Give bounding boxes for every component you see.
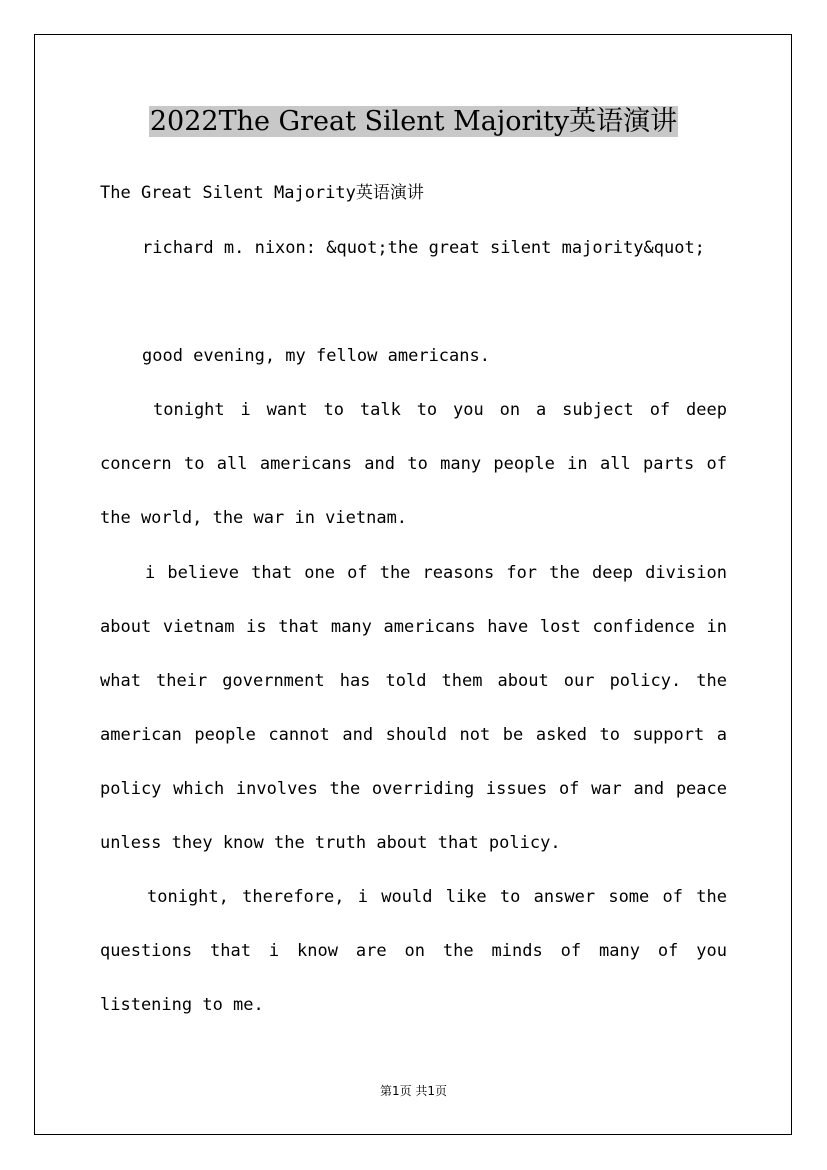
- paragraph-greeting: good evening, my fellow americans.: [142, 346, 490, 366]
- paragraph-division: i believe that one of the reasons for the deep division about vietnam is that many americans have lost confidence in what their government has told them about our policy. the american people cannot and should not be asked to support a policy which involves the overriding issues of war and peace unless they know the truth about that policy.: [100, 563, 727, 853]
- paragraph-intro: tonight i want to talk to you on a subject of deep concern to all americans and to many people in all parts of the world, the war in vietnam.: [100, 400, 727, 528]
- speaker-line: richard m. nixon: &quot;the great silent majority&quot;: [142, 238, 705, 258]
- page-number-footer: 第1页 共1页: [379, 1084, 448, 1098]
- document-title: 2022The Great Silent Majority英语演讲: [149, 106, 678, 137]
- paragraph-questions: tonight, therefore, i would like to answer some of the questions that i know are on the minds of many of you listening to me.: [100, 887, 727, 1015]
- document-subtitle: The Great Silent Majority英语演讲: [100, 183, 424, 203]
